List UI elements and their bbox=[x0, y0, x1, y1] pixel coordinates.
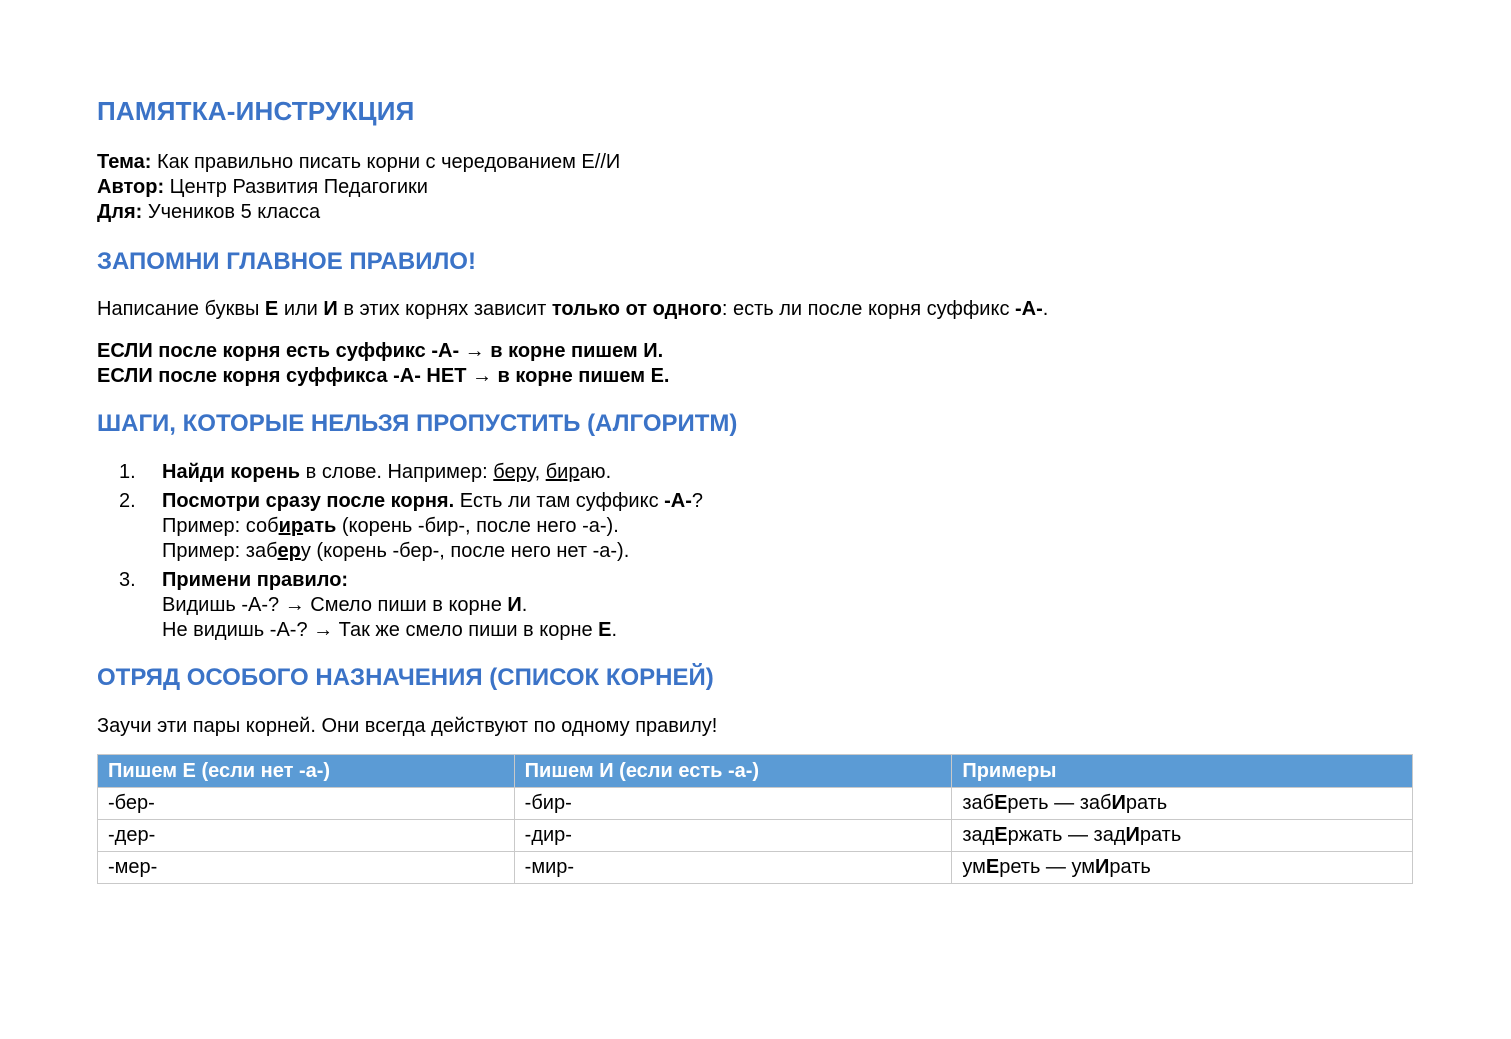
rule-lines bbox=[97, 339, 669, 389]
meta-author-value: Центр Развития Педагогики bbox=[169, 176, 428, 198]
meta-for bbox=[97, 200, 620, 225]
step-number: 1. bbox=[119, 461, 136, 483]
cell-root-e: -дер- bbox=[98, 820, 515, 852]
table-row bbox=[98, 852, 1413, 884]
cell-root-e: -мер- bbox=[98, 852, 515, 884]
table-row bbox=[98, 820, 1413, 852]
cell-root-i: -мир- bbox=[514, 852, 952, 884]
step-number: 2. bbox=[119, 490, 136, 512]
step-1: 1. Найди корень в слове. Например: беру, бираю. bbox=[119, 461, 612, 483]
section-heading-rule: ЗАПОМНИ ГЛАВНОЕ ПРАВИЛО! bbox=[97, 248, 476, 275]
table-header-i: Пишем И (если есть -а-) bbox=[514, 755, 952, 788]
cell-example: умЕреть — умИрать bbox=[952, 852, 1413, 884]
cell-example: забЕреть — забИрать bbox=[952, 788, 1413, 820]
example-link-biraiu: бир bbox=[545, 461, 580, 483]
cell-root-e: -бер- bbox=[98, 788, 515, 820]
section-heading-roots: ОТРЯД ОСОБОГО НАЗНАЧЕНИЯ (СПИСОК КОРНЕЙ) bbox=[97, 664, 714, 691]
meta-topic bbox=[97, 150, 620, 175]
table-header-row bbox=[98, 755, 1413, 788]
roots-table bbox=[97, 754, 1413, 884]
meta-for-label: Для: bbox=[97, 201, 143, 223]
algorithm-steps bbox=[97, 460, 703, 647]
step-3: 3. Примени правило: Видишь -А-? → Смело пиши в корне И. Не видишь -А-? → Так же смело пиши в корне Е. bbox=[97, 568, 703, 643]
step-number: 3. bbox=[119, 569, 136, 591]
table-row bbox=[98, 788, 1413, 820]
rule-line-2: ЕСЛИ после корня суффикса -А- НЕТ → в корне пишем Е. bbox=[97, 365, 670, 387]
meta-topic-value: Как правильно писать корни с чередованием Е//И bbox=[156, 151, 621, 173]
step-2: 2. Посмотри сразу после корня. Есть ли там суффикс -А-? Пример: собирать (корень -бир-, после него -а-). Пример: заберу (корень -бер-, после него нет -а-). bbox=[119, 490, 704, 562]
step-3-line-2: Не видишь -А-? → Так же смело пиши в корне Е. bbox=[162, 619, 618, 641]
step-3-line-1: Видишь -А-? → Смело пиши в корне И. bbox=[162, 594, 528, 616]
meta-for-value: Учеников 5 класса bbox=[147, 201, 321, 223]
cell-example: задЕржать — задИрать bbox=[952, 820, 1413, 852]
meta-author bbox=[97, 175, 620, 200]
rule-intro: Написание буквы Е или И в этих корнях зависит только от одного: есть ли после корня суффикс -А-. bbox=[97, 298, 1049, 320]
section-heading-algorithm: ШАГИ, КОТОРЫЕ НЕЛЬЗЯ ПРОПУСТИТЬ (АЛГОРИТМ) bbox=[97, 410, 738, 437]
step-2-example-2: Пример: заберу (корень -бер-, после него нет -а-). bbox=[162, 540, 630, 562]
roots-intro: Заучи эти пары корней. Они всегда действуют по одному правилу! bbox=[97, 715, 718, 737]
page-title: ПАМЯТКА-ИНСТРУКЦИЯ bbox=[97, 96, 415, 126]
meta-author-label: Автор: bbox=[97, 176, 165, 198]
meta-topic-label: Тема: bbox=[97, 151, 152, 173]
table-header-examples: Примеры bbox=[952, 755, 1413, 788]
example-link-beru: бер bbox=[493, 461, 527, 483]
cell-root-i: -дир- bbox=[514, 820, 952, 852]
meta-block bbox=[97, 150, 620, 225]
rule-line-1: ЕСЛИ после корня есть суффикс -А- → в корне пишем И. bbox=[97, 340, 664, 362]
cell-root-i: -бир- bbox=[514, 788, 952, 820]
step-2-example-1: Пример: собирать (корень -бир-, после него -а-). bbox=[162, 515, 619, 537]
table-header-e: Пишем Е (если нет -а-) bbox=[98, 755, 515, 788]
